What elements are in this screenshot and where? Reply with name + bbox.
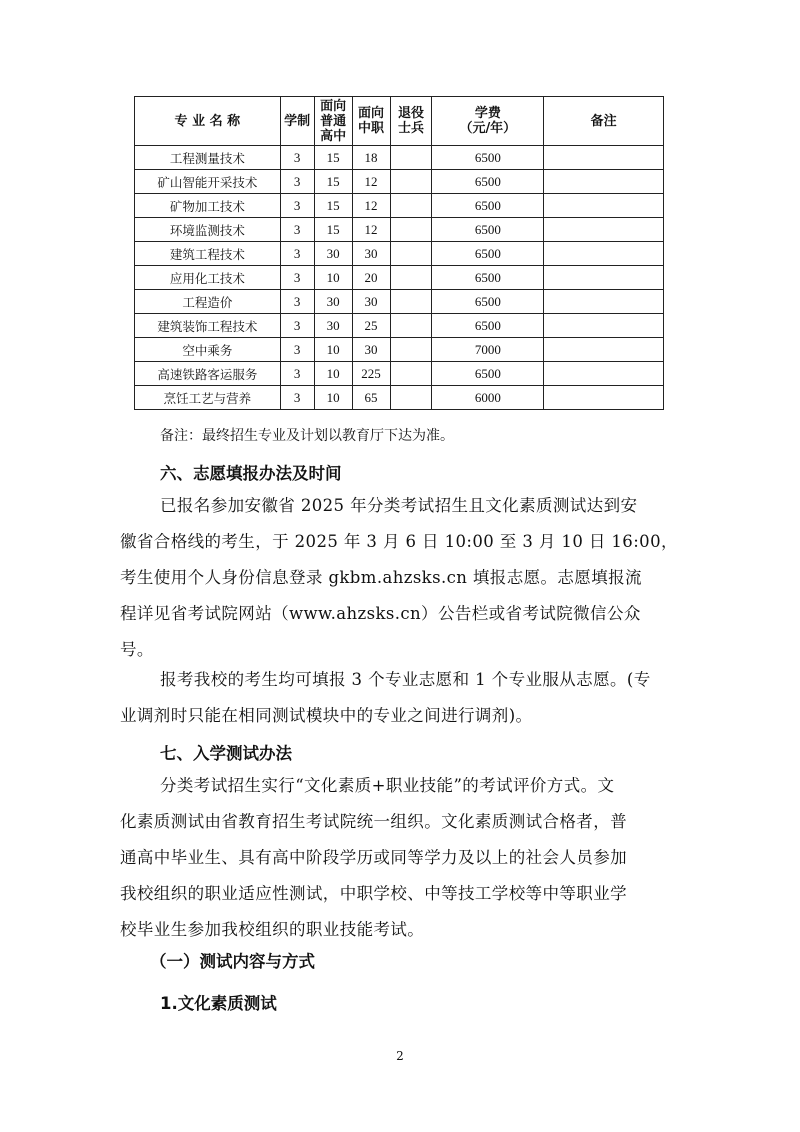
general-highschool-cell: 30 xyxy=(314,290,352,314)
table-row xyxy=(135,170,664,194)
tuition-cell: 6500 xyxy=(432,290,544,314)
remark-cell xyxy=(544,362,664,386)
text-line: 号。 xyxy=(120,640,154,659)
duration-cell: 3 xyxy=(280,290,314,314)
header-major-name: 专 业 名 称 xyxy=(135,97,281,146)
text-line: 徽省合格线的考生，于 2025 年 3 月 6 日 10:00 至 3 月 10 日 16:00， xyxy=(120,532,678,551)
tuition-cell: 6500 xyxy=(432,362,544,386)
table-row xyxy=(135,266,664,290)
major-name-cell: 环境监测技术 xyxy=(135,218,281,242)
table-note: 备注：最终招生专业及计划以教育厅下达为准。 xyxy=(160,428,454,444)
table-header-row xyxy=(135,97,664,146)
text-line: 已报名参加安徽省 2025 年分类考试招生且文化素质测试达到安 xyxy=(160,496,638,515)
veterans-cell xyxy=(390,338,432,362)
vocational-cell: 20 xyxy=(352,266,390,290)
duration-cell: 3 xyxy=(280,170,314,194)
remark-cell xyxy=(544,146,664,170)
duration-cell: 3 xyxy=(280,146,314,170)
major-name-cell: 建筑工程技术 xyxy=(135,242,281,266)
table-row xyxy=(135,242,664,266)
text-line: 化素质测试由省教育招生考试院统一组织。文化素质测试合格者，普 xyxy=(120,812,627,831)
tuition-cell: 6500 xyxy=(432,170,544,194)
header-duration: 学制 xyxy=(280,97,314,146)
veterans-cell xyxy=(390,290,432,314)
vocational-cell: 12 xyxy=(352,218,390,242)
general-highschool-cell: 10 xyxy=(314,386,352,410)
section6-paragraph1 xyxy=(120,488,682,668)
header-tuition: 学费 （元/年） xyxy=(432,97,544,146)
veterans-cell xyxy=(390,314,432,338)
remark-cell xyxy=(544,266,664,290)
major-name-cell: 工程测量技术 xyxy=(135,146,281,170)
tuition-cell: 6000 xyxy=(432,386,544,410)
veterans-cell xyxy=(390,362,432,386)
vocational-cell: 18 xyxy=(352,146,390,170)
veterans-cell xyxy=(390,194,432,218)
duration-cell: 3 xyxy=(280,242,314,266)
general-highschool-cell: 15 xyxy=(314,194,352,218)
table-row xyxy=(135,218,664,242)
duration-cell: 3 xyxy=(280,314,314,338)
header-general-highschool: 面向 普通 高中 xyxy=(314,97,352,146)
general-highschool-cell: 10 xyxy=(314,362,352,386)
text-line: 考生使用个人身份信息登录 gkbm.ahzsks.cn 填报志愿。志愿填报流 xyxy=(120,568,642,587)
text-line: 程详见省考试院网站（www.ahzsks.cn）公告栏或省考试院微信公众 xyxy=(120,604,641,623)
section7-paragraph1 xyxy=(120,768,682,948)
text-line: 我校组织的职业适应性测试，中职学校、中等技工学校等中等职业学 xyxy=(120,884,627,903)
general-highschool-cell: 10 xyxy=(314,266,352,290)
veterans-cell xyxy=(390,146,432,170)
vocational-cell: 30 xyxy=(352,338,390,362)
header-remark: 备注 xyxy=(544,97,664,146)
tuition-cell: 6500 xyxy=(432,242,544,266)
tuition-cell: 6500 xyxy=(432,194,544,218)
major-name-cell: 应用化工技术 xyxy=(135,266,281,290)
page-number: 2 xyxy=(396,1049,404,1063)
text-line: 分类考试招生实行“文化素质+职业技能”的考试评价方式。文 xyxy=(160,776,615,795)
major-name-cell: 高速铁路客运服务 xyxy=(135,362,281,386)
general-highschool-cell: 30 xyxy=(314,242,352,266)
general-highschool-cell: 10 xyxy=(314,338,352,362)
duration-cell: 3 xyxy=(280,266,314,290)
duration-cell: 3 xyxy=(280,362,314,386)
subsection-heading: （一）测试内容与方式 xyxy=(150,952,315,971)
tuition-cell: 6500 xyxy=(432,266,544,290)
veterans-cell xyxy=(390,242,432,266)
text-line: 业调剂时只能在相同测试模块中的专业之间进行调剂)。 xyxy=(120,706,533,725)
vocational-cell: 12 xyxy=(352,194,390,218)
table-row xyxy=(135,146,664,170)
major-name-cell: 工程造价 xyxy=(135,290,281,314)
table-row xyxy=(135,290,664,314)
vocational-cell: 30 xyxy=(352,242,390,266)
vocational-cell: 225 xyxy=(352,362,390,386)
general-highschool-cell: 15 xyxy=(314,146,352,170)
remark-cell xyxy=(544,338,664,362)
tuition-cell: 6500 xyxy=(432,314,544,338)
section7-heading: 七、入学测试办法 xyxy=(160,744,292,763)
section6-paragraph2 xyxy=(120,662,682,734)
veterans-cell xyxy=(390,218,432,242)
vocational-cell: 65 xyxy=(352,386,390,410)
veterans-cell xyxy=(390,266,432,290)
tuition-cell: 6500 xyxy=(432,218,544,242)
table-row xyxy=(135,386,664,410)
general-highschool-cell: 30 xyxy=(314,314,352,338)
table-row xyxy=(135,338,664,362)
general-highschool-cell: 15 xyxy=(314,170,352,194)
text-line: 报考我校的考生均可填报 3 个专业志愿和 1 个专业服从志愿。(专 xyxy=(160,670,651,689)
duration-cell: 3 xyxy=(280,194,314,218)
remark-cell xyxy=(544,194,664,218)
major-name-cell: 矿物加工技术 xyxy=(135,194,281,218)
header-vocational: 面向 中职 xyxy=(352,97,390,146)
header-veterans: 退役 士兵 xyxy=(390,97,432,146)
remark-cell xyxy=(544,170,664,194)
section6-heading: 六、志愿填报办法及时间 xyxy=(160,464,342,483)
remark-cell xyxy=(544,290,664,314)
subsubsection-heading: 1.文化素质测试 xyxy=(160,994,277,1013)
tuition-cell: 6500 xyxy=(432,146,544,170)
vocational-cell: 25 xyxy=(352,314,390,338)
remark-cell xyxy=(544,386,664,410)
general-highschool-cell: 15 xyxy=(314,218,352,242)
remark-cell xyxy=(544,314,664,338)
duration-cell: 3 xyxy=(280,218,314,242)
text-line: 通高中毕业生、具有高中阶段学历或同等学力及以上的社会人员参加 xyxy=(120,848,627,867)
major-name-cell: 空中乘务 xyxy=(135,338,281,362)
veterans-cell xyxy=(390,170,432,194)
tuition-cell: 7000 xyxy=(432,338,544,362)
vocational-cell: 12 xyxy=(352,170,390,194)
table-row xyxy=(135,314,664,338)
major-name-cell: 建筑装饰工程技术 xyxy=(135,314,281,338)
remark-cell xyxy=(544,218,664,242)
duration-cell: 3 xyxy=(280,338,314,362)
enrollment-plan-table xyxy=(134,96,664,410)
table-row xyxy=(135,362,664,386)
remark-cell xyxy=(544,242,664,266)
table-row xyxy=(135,194,664,218)
vocational-cell: 30 xyxy=(352,290,390,314)
text-line: 校毕业生参加我校组织的职业技能考试。 xyxy=(120,920,425,939)
major-name-cell: 烹饪工艺与营养 xyxy=(135,386,281,410)
veterans-cell xyxy=(390,386,432,410)
duration-cell: 3 xyxy=(280,386,314,410)
major-name-cell: 矿山智能开采技术 xyxy=(135,170,281,194)
